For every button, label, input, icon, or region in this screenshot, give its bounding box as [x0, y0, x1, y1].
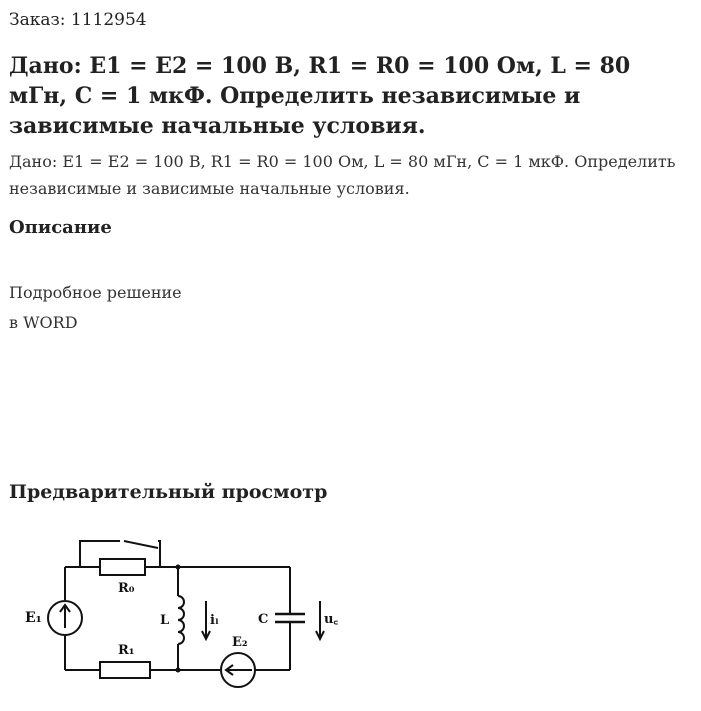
description-line-2: в WORD [9, 313, 78, 332]
label-l: L [160, 613, 170, 628]
node-bottom [176, 668, 181, 673]
resistor-r1 [100, 662, 150, 678]
description-line-1: Подробное решение [9, 283, 182, 302]
label-uc: u꜀ [324, 612, 338, 627]
label-e1: E₁ [25, 610, 42, 626]
resistor-r0 [100, 559, 145, 575]
label-r1: R₁ [118, 643, 135, 658]
problem-text: Дано: E1 = E2 = 100 В, R1 = R0 = 100 Ом, L = 80 мГн, C = 1 мкФ. Определить независимые и зависимые начальные условия. [9, 152, 676, 198]
label-e2: E₂ [232, 635, 248, 650]
preview-title: Предварительный просмотр [9, 481, 328, 503]
switch-wire-right [158, 541, 160, 567]
circuit-diagram [20, 526, 340, 694]
inductor-l [178, 596, 184, 644]
switch-blade [124, 541, 158, 548]
node-top [176, 565, 181, 570]
label-c: C [258, 612, 269, 627]
order-number: Заказ: 1112954 [9, 10, 147, 30]
label-r0: R₀ [118, 581, 135, 596]
description-title: Описание [9, 217, 112, 238]
label-il: iₗ [210, 613, 219, 628]
problem-heading: Дано: E1 = E2 = 100 В, R1 = R0 = 100 Ом, L = 80 мГн, C = 1 мкФ. Определить независимые и зависимые начальные условия. [9, 53, 631, 139]
